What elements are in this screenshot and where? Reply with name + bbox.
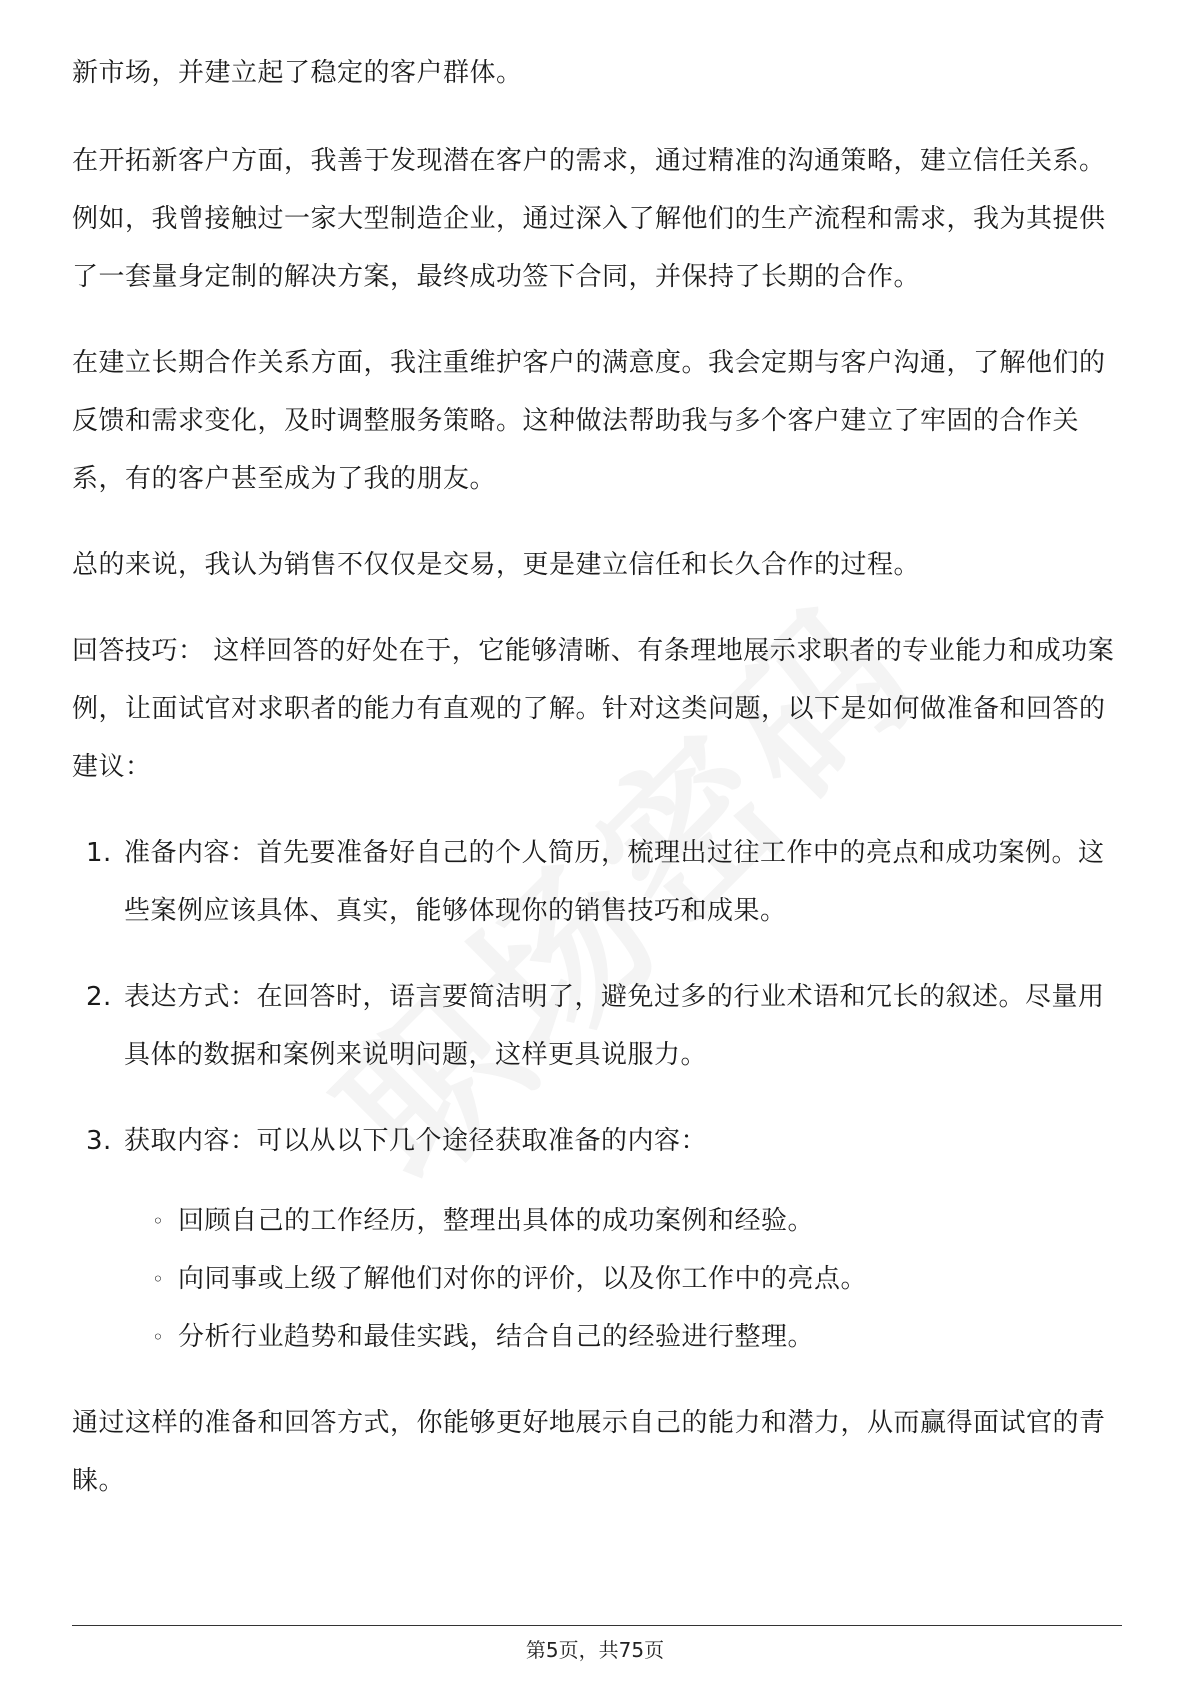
page-number: 第5页，共75页 — [525, 1638, 665, 1662]
list-item-number: 3. — [86, 1126, 112, 1156]
paragraph-intro-continuation: 新市场，并建立起了稳定的客户群体。 — [72, 58, 523, 88]
paragraph-long-term-cooperation: 在建立长期合作关系方面，我注重维护客户的满意度。我会定期与客户沟通，了解他们的反馈和需求变化，及时调整服务策略。这种做法帮助我与多个客户建立了牢固的合作关系，有的客户甚至成为了我的朋友。 — [72, 348, 1106, 494]
list-item — [72, 824, 1122, 940]
list-item-text: 获取内容：可以从以下几个途径获取准备的内容： — [124, 1126, 708, 1156]
list-item-text: 表达方式：在回答时，语言要简洁明了，避免过多的行业术语和冗长的叙述。尽量用具体的数据和案例来说明问题，这样更具说服力。 — [124, 982, 1105, 1070]
sub-list-item-text: 向同事或上级了解他们对你的评价，以及你工作中的亮点。 — [178, 1264, 868, 1294]
hollow-bullet-icon: ◦ — [152, 1209, 165, 1233]
paragraph-conclusion: 通过这样的准备和回答方式，你能够更好地展示自己的能力和潜力，从而赢得面试官的青睐。 — [72, 1408, 1106, 1496]
paragraph-summary: 总的来说，我认为销售不仅仅是交易，更是建立信任和长久合作的过程。 — [72, 550, 921, 580]
footer-divider — [72, 1625, 1122, 1626]
advice-list — [72, 824, 1122, 1366]
sub-list-item — [152, 1192, 1122, 1250]
page-content — [72, 44, 1122, 1538]
list-item-number: 1. — [86, 838, 112, 868]
sub-list — [124, 1192, 1122, 1366]
list-item-number: 2. — [86, 982, 112, 1012]
sub-list-item — [152, 1250, 1122, 1308]
hollow-bullet-icon: ◦ — [152, 1267, 165, 1291]
paragraph-answer-tips: 回答技巧： 这样回答的好处在于，它能够清晰、有条理地展示求职者的专业能力和成功案例，让面试官对求职者的能力有直观的了解。针对这类问题，以下是如何做准备和回答的建议： — [72, 636, 1115, 782]
sub-list-item-text: 回顾自己的工作经历，整理出具体的成功案例和经验。 — [178, 1206, 815, 1236]
list-item — [72, 1112, 1122, 1366]
hollow-bullet-icon: ◦ — [152, 1325, 165, 1349]
sub-list-item-text: 分析行业趋势和最佳实践，结合自己的经验进行整理。 — [178, 1322, 815, 1352]
list-item-text: 准备内容：首先要准备好自己的个人简历，梳理出过往工作中的亮点和成功案例。这些案例应该具体、真实，能够体现你的销售技巧和成果。 — [124, 838, 1105, 926]
list-item — [72, 968, 1122, 1084]
paragraph-new-customers: 在开拓新客户方面，我善于发现潜在客户的需求，通过精准的沟通策略，建立信任关系。例如，我曾接触过一家大型制造企业，通过深入了解他们的生产流程和需求，我为其提供了一套量身定制的解决方案，最终成功签下合同，并保持了长期的合作。 — [72, 146, 1106, 292]
sub-list-item — [152, 1308, 1122, 1366]
